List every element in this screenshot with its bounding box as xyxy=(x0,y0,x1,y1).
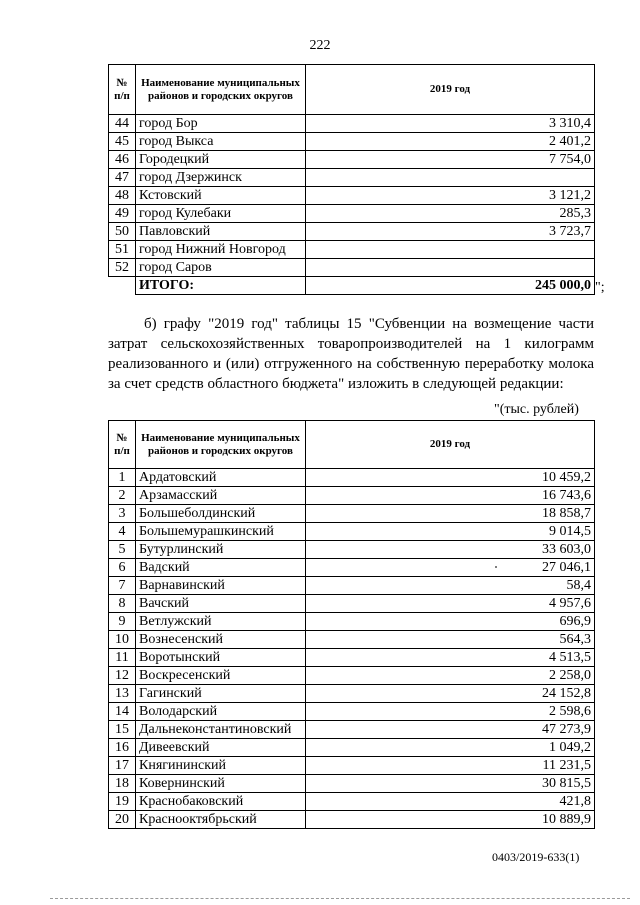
amount-2019: 27 046,1 xyxy=(306,559,595,577)
amendment-paragraph xyxy=(108,314,594,394)
table-row xyxy=(109,577,595,595)
row-number: 19 xyxy=(109,793,136,811)
table-row xyxy=(109,187,595,205)
row-number: 2 xyxy=(109,487,136,505)
table-row xyxy=(109,223,595,241)
row-number: 12 xyxy=(109,667,136,685)
table-header-row xyxy=(109,65,595,115)
row-number: 6 xyxy=(109,559,136,577)
row-number: 52 xyxy=(109,259,136,277)
municipality-name: Ветлужский xyxy=(136,613,306,631)
amount-2019: 16 743,6 xyxy=(306,487,595,505)
table-row xyxy=(109,241,595,259)
row-number: 20 xyxy=(109,811,136,829)
amount-2019: 2 598,6 xyxy=(306,703,595,721)
table-row xyxy=(109,523,595,541)
amount-2019: 3 121,2 xyxy=(306,187,595,205)
amount-2019: 24 152,8 xyxy=(306,685,595,703)
municipality-name: Воротынский xyxy=(136,649,306,667)
table-row xyxy=(109,667,595,685)
table-row xyxy=(109,259,595,277)
closing-quote: "; xyxy=(595,280,605,295)
municipality-name: Вознесенский xyxy=(136,631,306,649)
row-number: 5 xyxy=(109,541,136,559)
municipality-name: Арзамасский xyxy=(136,487,306,505)
column-header-2019: 2019 год xyxy=(306,421,595,469)
row-number: 10 xyxy=(109,631,136,649)
amount-2019: 7 754,0 xyxy=(306,151,595,169)
table-row xyxy=(109,811,595,829)
row-number: 18 xyxy=(109,775,136,793)
amount-2019: 285,3 xyxy=(306,205,595,223)
units-label: "(тыс. рублей) xyxy=(494,402,579,417)
municipality-name: Краснооктябрьский xyxy=(136,811,306,829)
column-header-number: № п/п xyxy=(109,421,136,469)
table-row xyxy=(109,487,595,505)
column-header-name: Наименование муниципальных районов и городских округов xyxy=(136,65,306,115)
amount-2019: 18 858,7 xyxy=(306,505,595,523)
amount-2019: 4 957,6 xyxy=(306,595,595,613)
table-row xyxy=(109,151,595,169)
row-number: 47 xyxy=(109,169,136,187)
amendment-paragraph-text: б) графу "2019 год" таблицы 15 "Субвенции на возмещение части затрат сельскохозяйственных товаропроизводителей на 1 килограмм реализованного и (или) отгруженного на собственную переработку молока за счет средств областного бюджета" изложить в следующей редакции: xyxy=(108,316,594,392)
amount-2019: 421,8 xyxy=(306,793,595,811)
municipality-name: Большеболдинский xyxy=(136,505,306,523)
page-number: 222 xyxy=(309,38,331,53)
amount-2019: 47 273,9 xyxy=(306,721,595,739)
table-row xyxy=(109,793,595,811)
municipality-name: Княгининский xyxy=(136,757,306,775)
municipality-name: Варнавинский xyxy=(136,577,306,595)
amount-2019: 564,3 xyxy=(306,631,595,649)
column-header-name: Наименование муниципальных районов и городских округов xyxy=(136,421,306,469)
municipality-name: город Дзержинск xyxy=(136,169,306,187)
amount-2019: 58,4 xyxy=(306,577,595,595)
table-row xyxy=(109,739,595,757)
table-header-row xyxy=(109,421,595,469)
row-number: 44 xyxy=(109,115,136,133)
amount-2019: 696,9 xyxy=(306,613,595,631)
table-row xyxy=(109,775,595,793)
row-number: 17 xyxy=(109,757,136,775)
row-number: 50 xyxy=(109,223,136,241)
table-row xyxy=(109,685,595,703)
municipality-name: Краснобаковский xyxy=(136,793,306,811)
municipality-name: Вачский xyxy=(136,595,306,613)
municipality-name: Гагинский xyxy=(136,685,306,703)
total-value: 245 000,0 xyxy=(306,277,595,295)
municipality-name: Ардатовский xyxy=(136,469,306,487)
total-empty-cell xyxy=(109,277,136,295)
amount-2019: 30 815,5 xyxy=(306,775,595,793)
table-row xyxy=(109,205,595,223)
row-number: 9 xyxy=(109,613,136,631)
municipality-name: Павловский xyxy=(136,223,306,241)
document-code: 0403/2019-633(1) xyxy=(492,850,580,864)
amount-2019: 3 723,7 xyxy=(306,223,595,241)
municipality-name: Кстовский xyxy=(136,187,306,205)
scan-speck xyxy=(495,566,497,568)
municipality-name: Вадский xyxy=(136,559,306,577)
table-row xyxy=(109,505,595,523)
total-label: ИТОГО: xyxy=(136,277,306,295)
table-row xyxy=(109,721,595,739)
column-header-number: № п/п xyxy=(109,65,136,115)
table-row xyxy=(109,595,595,613)
municipality-name: город Бор xyxy=(136,115,306,133)
column-header-2019: 2019 год xyxy=(306,65,595,115)
municipality-name: Дивеевский xyxy=(136,739,306,757)
scan-artifact-line xyxy=(50,898,630,900)
amount-2019: 11 231,5 xyxy=(306,757,595,775)
municipality-name: город Нижний Новгород xyxy=(136,241,306,259)
row-number: 4 xyxy=(109,523,136,541)
municipality-name: Володарский xyxy=(136,703,306,721)
table-row xyxy=(109,757,595,775)
amount-2019 xyxy=(306,241,595,259)
amount-2019 xyxy=(306,169,595,187)
row-number: 1 xyxy=(109,469,136,487)
table-row xyxy=(109,541,595,559)
amount-2019: 10 459,2 xyxy=(306,469,595,487)
row-number: 51 xyxy=(109,241,136,259)
row-number: 8 xyxy=(109,595,136,613)
amount-2019: 33 603,0 xyxy=(306,541,595,559)
row-number: 49 xyxy=(109,205,136,223)
subsidy-table-continued xyxy=(108,64,595,295)
amount-2019: 3 310,4 xyxy=(306,115,595,133)
table-row xyxy=(109,469,595,487)
municipality-name: Ковернинский xyxy=(136,775,306,793)
table-15-milk-subsidy xyxy=(108,420,595,829)
row-number: 45 xyxy=(109,133,136,151)
row-number: 7 xyxy=(109,577,136,595)
municipality-name: Воскресенский xyxy=(136,667,306,685)
amount-2019: 2 258,0 xyxy=(306,667,595,685)
municipality-name: город Саров xyxy=(136,259,306,277)
row-number: 48 xyxy=(109,187,136,205)
total-row xyxy=(109,277,595,295)
table-row xyxy=(109,169,595,187)
row-number: 13 xyxy=(109,685,136,703)
row-number: 3 xyxy=(109,505,136,523)
table-row xyxy=(109,703,595,721)
table-row xyxy=(109,631,595,649)
amount-2019: 10 889,9 xyxy=(306,811,595,829)
amount-2019: 4 513,5 xyxy=(306,649,595,667)
amount-2019: 1 049,2 xyxy=(306,739,595,757)
table-row xyxy=(109,613,595,631)
table-row xyxy=(109,559,595,577)
row-number: 14 xyxy=(109,703,136,721)
row-number: 46 xyxy=(109,151,136,169)
municipality-name: город Кулебаки xyxy=(136,205,306,223)
municipality-name: Большемурашкинский xyxy=(136,523,306,541)
table-row xyxy=(109,133,595,151)
row-number: 16 xyxy=(109,739,136,757)
municipality-name: Бутурлинский xyxy=(136,541,306,559)
amount-2019: 9 014,5 xyxy=(306,523,595,541)
row-number: 15 xyxy=(109,721,136,739)
row-number: 11 xyxy=(109,649,136,667)
amount-2019: 2 401,2 xyxy=(306,133,595,151)
table-row xyxy=(109,115,595,133)
amount-2019 xyxy=(306,259,595,277)
municipality-name: Городецкий xyxy=(136,151,306,169)
municipality-name: Дальнеконстантиновский xyxy=(136,721,306,739)
table-row xyxy=(109,649,595,667)
municipality-name: город Выкса xyxy=(136,133,306,151)
